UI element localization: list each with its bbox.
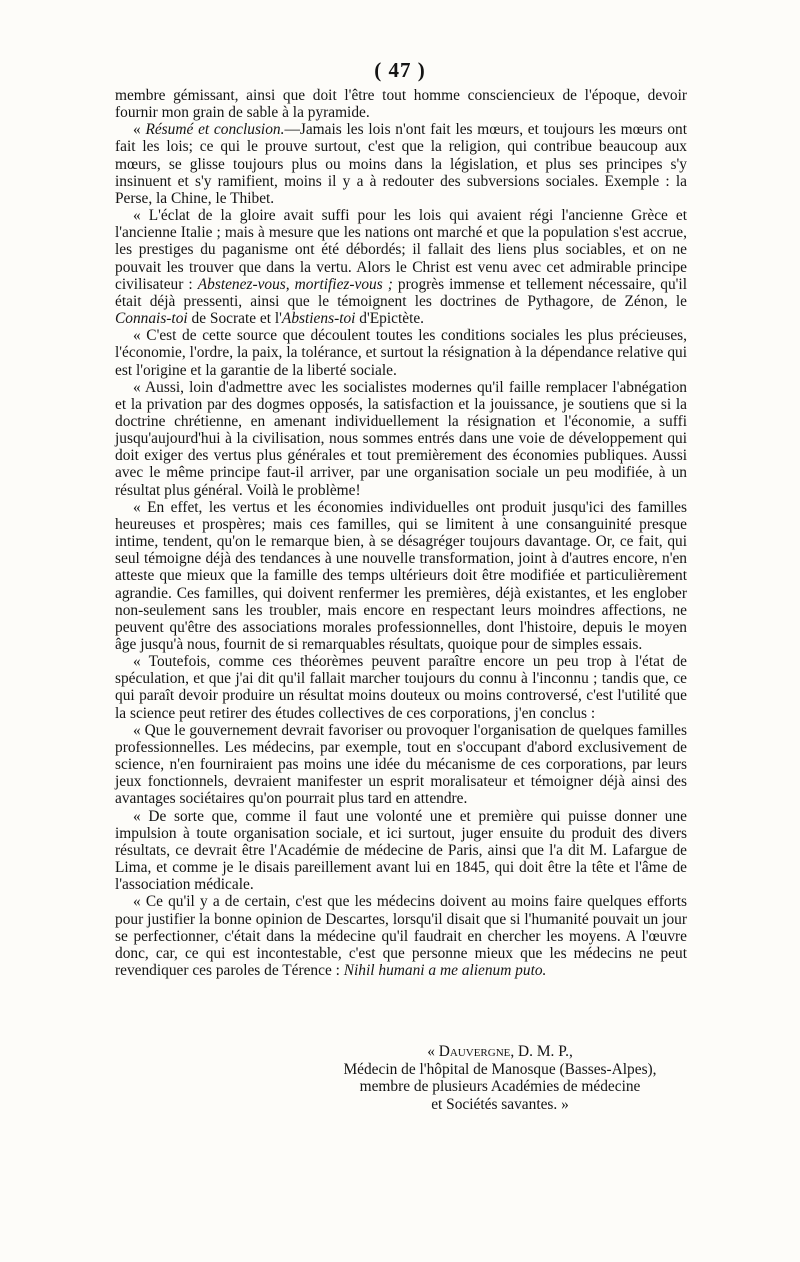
- text-segment: de Socrate et l': [187, 310, 282, 328]
- italic-text: Nihil humani a me alienum puto.: [343, 961, 547, 979]
- text-segment: « Ce qu'il y a de certain, c'est que les médecins doivent au moins faire quelques efforts pour justifier la bonne opinion de Descartes, lorsqu'il disait que si l'humanité pouvait un jour se perfectionner, c'était dans la médecine qu'il faudrait en chercher les moyens. A l'œuvre donc, car, ce qui est incontestable, c'est que personne mieux que les médecins ne peut revendiquer ces paroles de Térence :: [115, 893, 687, 979]
- signature-title-line-1: Médecin de l'hôpital de Manosque (Basses-Alpes),: [343, 1060, 657, 1078]
- paragraph: [115, 808, 687, 894]
- paragraph: [115, 379, 687, 499]
- signature-title-line-2: membre de plusieurs Académies de médecine: [359, 1078, 641, 1096]
- text-segment: progrès immense et tellement nécessaire, qu'il était déjà pressenti, ainsi que le témoignent les doctrines de Pythagore, de Zénon, le: [115, 275, 687, 310]
- paragraph: [115, 327, 687, 378]
- text-segment: « Toutefois, comme ces théorèmes peuvent paraître encore un peu trop à l'état de spéculation, et que j'ai dit qu'il fallait marcher toujours du connu à l'inconnu ; tandis que, ce qui paraît devoir produire un résultat moins douteux ou moins controversé, c'est l'utilité que la science peut retirer des études collectives de ces corporations, j'en conclus :: [115, 653, 687, 722]
- paragraph: [115, 653, 687, 722]
- article-body: [115, 87, 687, 979]
- signature-block: [300, 1043, 700, 1113]
- signature-name: « Dauvergne, D. M. P.,: [427, 1043, 573, 1060]
- paragraph: [115, 722, 687, 808]
- paragraph: [115, 499, 687, 653]
- paragraph: [115, 121, 687, 207]
- paragraph: [115, 87, 687, 121]
- text-segment: membre gémissant, ainsi que doit l'être tout homme consciencieux de l'époque, devoir fournir mon grain de sable à la pyramide.: [115, 87, 687, 122]
- text-segment: d'Epictète.: [355, 310, 425, 328]
- text-segment: « C'est de cette source que découlent toutes les conditions sociales les plus précieuses, l'économie, l'ordre, la paix, la tolérance, et surtout la résignation à la dépendance relative qui est l'origine et la garantie de la liberté sociale.: [115, 327, 687, 379]
- text-segment: « Que le gouvernement devrait favoriser ou provoquer l'organisation de quelques familles professionnelles. Les médecins, par exemple, tout en s'occupant d'abord exclusivement de science, n'en fourniraient pas moins une idée du mécanisme de ces corporations, par leurs jeux fonctionnels, devraient manifester un esprit moralisateur et témoigner déjà ainsi des avantages sociétaires qu'on pourrait plus tard en attendre.: [115, 721, 687, 808]
- paragraph: [115, 207, 687, 327]
- italic-text: Abstenez-vous, mortifiez-vous ;: [197, 275, 393, 293]
- text-segment: « En effet, les vertus et les économies individuelles ont produit jusqu'ici des familles heureuses et prospères; mais ces familles, qui se limitent à une consanguinité presque intime, tendent, qu'on le remarque bien, à se désagréger toujours davantage. Or, ce fait, qui seul témoigne déjà des tendances à une nouvelle transformation, joint à d'autres encore, n'en atteste que mieux que la famille des temps ultérieurs doit être modifiée et particulièrement agrandie. Ces familles, qui doivent renfermer les premières, déjà existantes, et les englober non-seulement sans les troubler, mais encore en respectant leurs moindres affections, ne peuvent qu'être des associations morales professionnelles, dont l'histoire, depuis le moyen âge jusqu'à nous, fournit de si remarquables résultats, quoique pour de simples essais.: [115, 498, 687, 653]
- text-segment: « L'éclat de la gloire avait suffi pour les lois qui avaient régi l'ancienne Grèce et l'ancienne Italie ; mais à mesure que les nations ont marché et que la population s'est accrue, les prestiges du paganisme ont été débordés; il fallait des liens plus sociables, et on ne pouvait les trouver que dans la vertu. Alors le Christ est venu avec cet admirable principe civilisateur :: [115, 207, 687, 293]
- signature-title-line-3: et Sociétés savantes. »: [431, 1095, 569, 1113]
- paragraph: [115, 893, 687, 979]
- italic-text: Résumé et conclusion.: [145, 121, 285, 139]
- text-segment: «: [133, 121, 146, 139]
- page-number: ( 47 ): [374, 58, 426, 82]
- text-segment: « Aussi, loin d'admettre avec les socialistes modernes qu'il faille remplacer l'abnégation et la privation par des dogmes opposés, la satisfaction et la jouissance, je soutiens que si la doctrine chrétienne, en amenant individuellement la résignation et l'économie, a suffi jusqu'aujourd'hui à la civilisation, nous sommes entrés dans une voie de développement qui doit exiger des vertus plus générales et tout premièrement des économies publiques. Aussi avec le même principe faut-il arriver, par une organisation sociale un peu modifiée, à un résultat plus général. Voilà le problème!: [115, 378, 687, 499]
- text-segment: —Jamais les lois n'ont fait les mœurs, et toujours les mœurs ont fait les lois; ce qui le prouve surtout, c'est que la religion, qui contribue beaucoup aux mœurs, se glisse toujours plus ou moins dans la législation, et plus ses principes s'y insinuent et s'y ramifient, moins il y a à redouter des subversions sociales. Exemple : la Perse, la Chine, le Thibet.: [115, 121, 687, 207]
- italic-text: Abstiens-toi: [281, 310, 356, 328]
- text-segment: « De sorte que, comme il faut une volonté une et première qui puisse donner une impulsion à toute organisation sociale, et ici surtout, juger ensuite du produit des divers résultats, ce devrait être l'Académie de médecine de Paris, ainsi que l'a dit M. Lafargue de Lima, et comme je le disais pareillement avant lui en 1845, qui doit être la tête et l'âme de l'association médicale.: [115, 807, 687, 894]
- italic-text: Connais-toi: [115, 310, 188, 328]
